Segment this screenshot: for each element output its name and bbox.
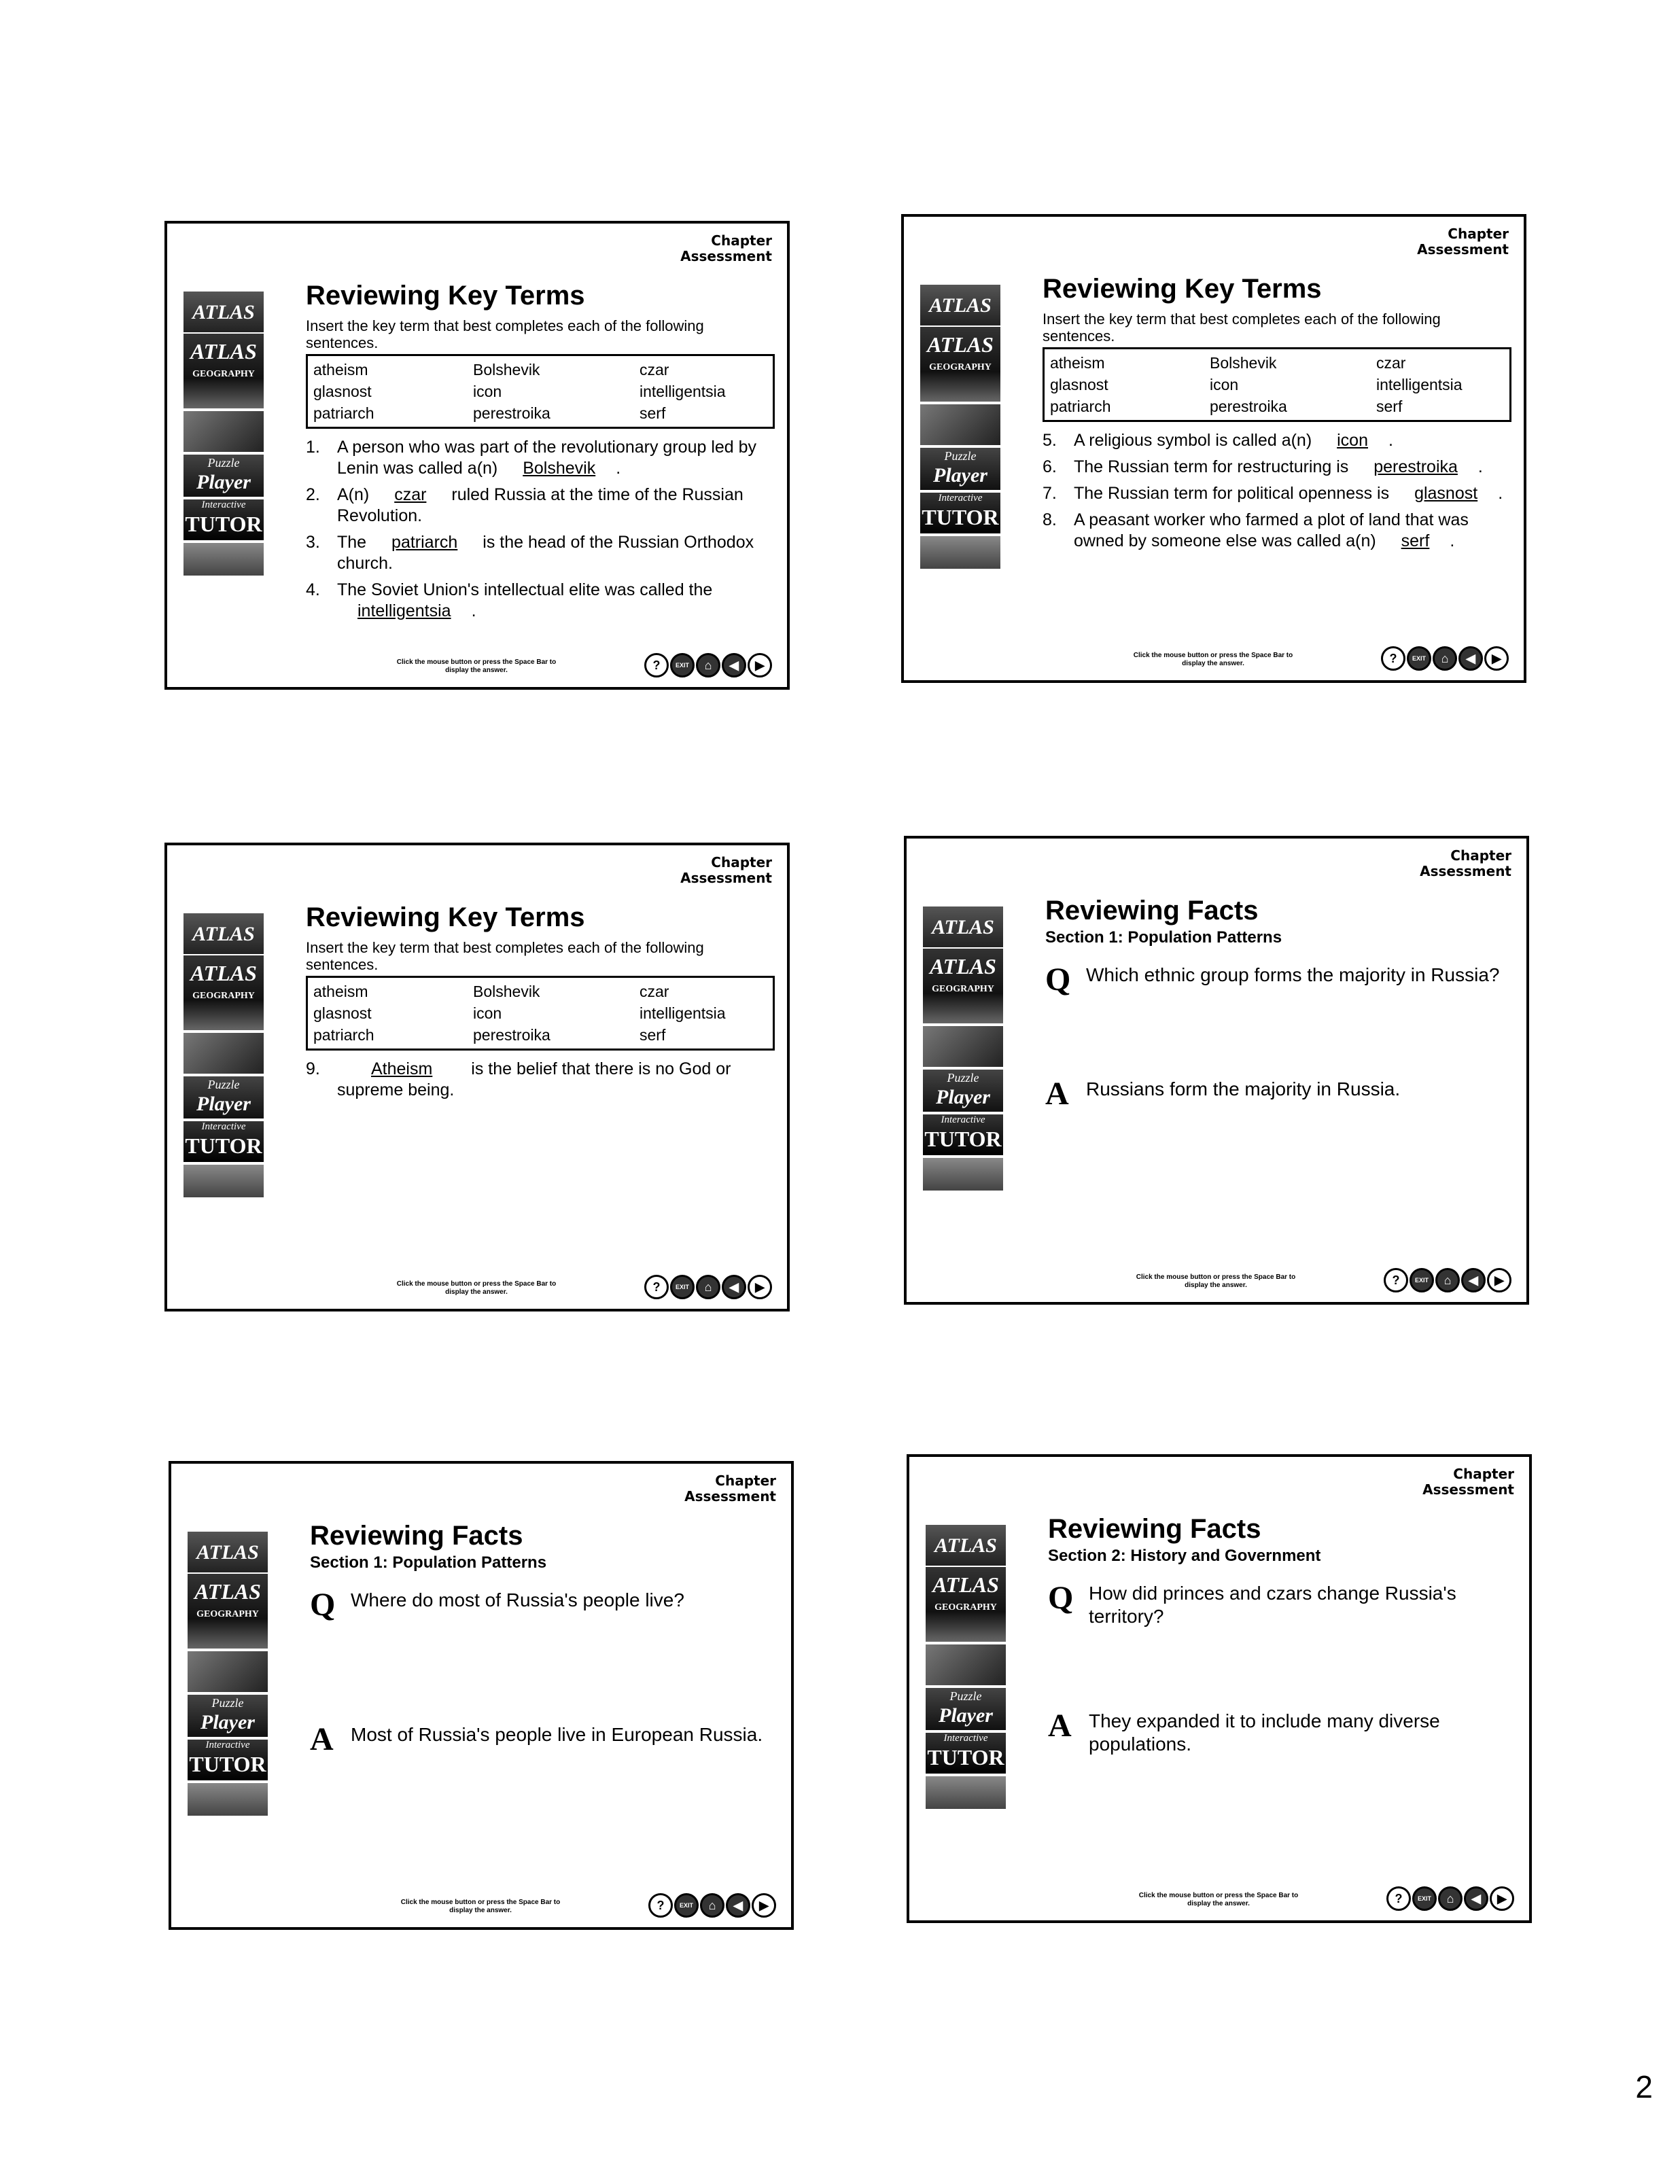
section-subtitle: Section 1: Population Patterns — [1045, 928, 1282, 947]
exit-icon[interactable]: EXIT — [670, 1275, 695, 1299]
chapter-assessment-label: Chapter Assessment — [680, 232, 772, 264]
question-item: 1. A person who was part of the revolutionary group led by Lenin was called a(n) Bolshevik . — [306, 438, 757, 478]
section-subtitle: Section 1: Population Patterns — [310, 1553, 547, 1572]
question-text: How did princes and czars change Russia's territory? — [1089, 1583, 1456, 1627]
globe-button[interactable] — [926, 1644, 1006, 1685]
chapter-assessment-label: Chapter Assessment — [1422, 1466, 1514, 1498]
answer-block — [310, 1723, 779, 1756]
instructions: Insert the key term that best completes each of the following sentences. — [1043, 311, 1441, 345]
slide-title: Reviewing Facts — [1045, 896, 1259, 926]
question-item: 3. The patriarch is the head of the Russian Orthodox church. — [306, 533, 754, 573]
term: icon — [473, 383, 502, 400]
puzzle-player-button[interactable]: Puzzle Player — [923, 1070, 1003, 1112]
answer: Bolshevik — [523, 459, 596, 478]
answer-marker: A — [1045, 1076, 1069, 1112]
forward-icon[interactable]: ▶ — [748, 653, 772, 677]
question-item: 4. The Soviet Union's intellectual elite was called the intelligentsia . — [306, 580, 713, 620]
term: czar — [640, 983, 669, 1000]
interactive-tutor-button[interactable]: Interactive TUTOR — [920, 493, 1000, 533]
help-icon[interactable]: ? — [1381, 646, 1405, 671]
self-check-button[interactable] — [183, 543, 264, 576]
question-list — [306, 437, 775, 622]
slide-content — [1045, 896, 1514, 1110]
term: glasnost — [1050, 376, 1108, 393]
instructions: Insert the key term that best completes each of the following sentences. — [306, 317, 704, 351]
puzzle-player-button[interactable]: Puzzle Player — [188, 1695, 268, 1737]
atlas-reference-button[interactable]: ATLAS — [926, 1525, 1006, 1566]
atlas-geography-button[interactable]: ATLAS GEOGRAPHY — [923, 949, 1003, 1023]
question-marker: Q — [1045, 962, 1071, 998]
answer: icon — [1337, 431, 1368, 450]
atlas-geography-button[interactable]: ATLAS GEOGRAPHY — [183, 955, 264, 1030]
question-block — [1048, 1582, 1517, 1628]
help-icon[interactable]: ? — [644, 1275, 669, 1299]
term: czar — [1376, 354, 1406, 372]
question-list — [1043, 430, 1511, 552]
slide-title: Reviewing Key Terms — [306, 902, 585, 932]
resource-menu — [183, 292, 264, 576]
help-icon[interactable]: ? — [648, 1893, 673, 1918]
term: Bolshevik — [1210, 354, 1277, 372]
atlas-geography-button[interactable]: ATLAS GEOGRAPHY — [920, 327, 1000, 402]
nav-buttons — [644, 1275, 772, 1299]
slide-title: Reviewing Facts — [1048, 1514, 1261, 1544]
home-icon[interactable]: ⌂ — [696, 653, 720, 677]
interactive-tutor-button[interactable]: Interactive TUTOR — [923, 1114, 1003, 1155]
back-icon[interactable]: ◀ — [722, 1275, 746, 1299]
term-box — [306, 976, 775, 1051]
chapter-assessment-label: Chapter Assessment — [684, 1473, 776, 1504]
slide-title: Reviewing Facts — [310, 1521, 523, 1551]
slide-content — [306, 281, 775, 627]
globe-button[interactable] — [183, 411, 264, 452]
slide-title: Reviewing Key Terms — [306, 281, 585, 311]
section-subtitle: Section 2: History and Government — [1048, 1547, 1321, 1565]
resource-menu — [188, 1532, 268, 1816]
help-icon[interactable]: ? — [644, 653, 669, 677]
slide-6 — [907, 1454, 1532, 1923]
globe-button[interactable] — [183, 1033, 264, 1074]
question-item: 9. Atheism is the belief that there is no God or supreme being. — [306, 1059, 731, 1099]
slide-content — [1043, 274, 1511, 557]
question-text: Where do most of Russia's people live? — [351, 1589, 684, 1610]
question-item: 2. A(n) czar ruled Russia at the time of the Russian Revolution. — [306, 485, 743, 525]
forward-icon[interactable]: ▶ — [1487, 1268, 1511, 1292]
term: glasnost — [313, 383, 372, 400]
answer-text: Russians form the majority in Russia. — [1086, 1078, 1401, 1099]
resource-menu — [920, 285, 1000, 569]
back-icon[interactable]: ◀ — [726, 1893, 750, 1918]
footer-instruction: Click the mouse button or press the Space Bar to display the answer. — [1133, 652, 1293, 667]
slide-content — [306, 902, 775, 1106]
term: glasnost — [313, 1004, 372, 1022]
term: perestroika — [1210, 398, 1287, 415]
term: intelligentsia — [640, 1004, 726, 1022]
interactive-tutor-button[interactable]: Interactive TUTOR — [183, 1121, 264, 1162]
answer: glasnost — [1414, 484, 1478, 503]
term: serf — [640, 404, 666, 422]
term-box — [1043, 347, 1511, 422]
question-text: Which ethnic group forms the majority in Russia? — [1086, 964, 1500, 985]
term: czar — [640, 361, 669, 378]
globe-button[interactable] — [923, 1026, 1003, 1067]
term: perestroika — [473, 404, 550, 422]
home-icon[interactable]: ⌂ — [1433, 646, 1457, 671]
question-item: 7. The Russian term for political openness is glasnost . — [1043, 484, 1503, 503]
home-icon[interactable]: ⌂ — [1435, 1268, 1460, 1292]
interactive-tutor-button[interactable]: Interactive TUTOR — [926, 1733, 1006, 1774]
chapter-assessment-label: Chapter Assessment — [680, 854, 772, 886]
term: intelligentsia — [1376, 376, 1463, 393]
term: atheism — [313, 983, 368, 1000]
exit-icon[interactable]: EXIT — [1412, 1886, 1437, 1911]
forward-icon[interactable]: ▶ — [752, 1893, 776, 1918]
interactive-tutor-button[interactable]: Interactive TUTOR — [188, 1740, 268, 1780]
chapter-assessment-label: Chapter Assessment — [1420, 847, 1511, 879]
atlas-reference-button[interactable]: ATLAS — [183, 913, 264, 954]
footer-instruction: Click the mouse button or press the Space Bar to display the answer. — [1136, 1273, 1296, 1289]
term: serf — [1376, 398, 1403, 415]
self-check-button[interactable] — [188, 1783, 268, 1816]
back-icon[interactable]: ◀ — [1461, 1268, 1486, 1292]
slide-1 — [164, 221, 790, 690]
term: perestroika — [473, 1026, 550, 1044]
answer: perestroika — [1373, 457, 1458, 476]
exit-icon[interactable]: EXIT — [1407, 646, 1431, 671]
globe-button[interactable] — [188, 1651, 268, 1692]
exit-icon[interactable]: EXIT — [1410, 1268, 1434, 1292]
home-icon[interactable]: ⌂ — [696, 1275, 720, 1299]
back-icon[interactable]: ◀ — [1458, 646, 1483, 671]
home-icon[interactable]: ⌂ — [700, 1893, 724, 1918]
page-number: 2 — [1635, 2069, 1653, 2104]
self-check-button[interactable] — [920, 536, 1000, 569]
answer: patriarch — [391, 533, 458, 552]
nav-buttons — [644, 653, 772, 677]
term: atheism — [1050, 354, 1105, 372]
atlas-geography-button[interactable]: ATLAS GEOGRAPHY — [926, 1567, 1006, 1642]
question-item: 6. The Russian term for restructuring is perestroika . — [1043, 457, 1483, 476]
interactive-tutor-button[interactable]: Interactive TUTOR — [183, 499, 264, 540]
puzzle-player-button[interactable]: Puzzle Player — [183, 455, 264, 497]
puzzle-player-button[interactable]: Puzzle Player — [920, 448, 1000, 490]
puzzle-player-button[interactable]: Puzzle Player — [926, 1688, 1006, 1730]
nav-buttons — [1384, 1268, 1511, 1292]
footer-instruction: Click the mouse button or press the Space Bar to display the answer. — [396, 658, 557, 674]
resource-menu — [926, 1525, 1006, 1809]
slide-4 — [904, 836, 1529, 1305]
answer-marker: A — [310, 1721, 334, 1757]
exit-icon[interactable]: EXIT — [674, 1893, 699, 1918]
atlas-reference-button[interactable]: ATLAS — [920, 285, 1000, 325]
answer: serf — [1401, 531, 1430, 550]
self-check-button[interactable] — [183, 1165, 264, 1197]
home-icon[interactable]: ⌂ — [1438, 1886, 1463, 1911]
back-icon[interactable]: ◀ — [722, 653, 746, 677]
globe-button[interactable] — [920, 404, 1000, 445]
question-marker: Q — [1048, 1580, 1074, 1616]
atlas-geography-button[interactable]: ATLAS GEOGRAPHY — [183, 334, 264, 408]
back-icon[interactable]: ◀ — [1464, 1886, 1488, 1911]
forward-icon[interactable]: ▶ — [1490, 1886, 1514, 1911]
question-block — [1045, 964, 1514, 996]
term: icon — [1210, 376, 1239, 393]
answer-text: Most of Russia's people live in European Russia. — [351, 1724, 763, 1745]
slide-3 — [164, 843, 790, 1311]
atlas-reference-button[interactable]: ATLAS — [188, 1532, 268, 1572]
answer: czar — [394, 485, 427, 504]
term: serf — [640, 1026, 666, 1044]
atlas-reference-button[interactable]: ATLAS — [183, 292, 264, 332]
answer: intelligentsia — [357, 601, 451, 620]
nav-buttons — [648, 1893, 776, 1918]
question-item: 5. A religious symbol is called a(n) icon . — [1043, 431, 1393, 450]
slide-2 — [901, 214, 1526, 683]
answer-text: They expanded it to include many diverse populations. — [1089, 1710, 1440, 1755]
footer-instruction: Click the mouse button or press the Space Bar to display the answer. — [400, 1899, 561, 1914]
self-check-button[interactable] — [923, 1158, 1003, 1191]
term: patriarch — [1050, 398, 1111, 415]
exit-icon[interactable]: EXIT — [670, 653, 695, 677]
answer-block — [1048, 1710, 1517, 1756]
resource-menu — [183, 913, 264, 1197]
puzzle-player-button[interactable]: Puzzle Player — [183, 1076, 264, 1119]
nav-buttons — [1381, 646, 1509, 671]
forward-icon[interactable]: ▶ — [1484, 646, 1509, 671]
chapter-assessment-label: Chapter Assessment — [1417, 226, 1509, 258]
forward-icon[interactable]: ▶ — [748, 1275, 772, 1299]
term: Bolshevik — [473, 983, 540, 1000]
term: icon — [473, 1004, 502, 1022]
question-marker: Q — [310, 1587, 336, 1623]
term: atheism — [313, 361, 368, 378]
question-block — [310, 1589, 779, 1621]
nav-buttons — [1386, 1886, 1514, 1911]
term: Bolshevik — [473, 361, 540, 378]
help-icon[interactable]: ? — [1386, 1886, 1411, 1911]
instructions: Insert the key term that best completes each of the following sentences. — [306, 939, 704, 973]
slide-content — [1048, 1514, 1517, 1756]
footer-instruction: Click the mouse button or press the Space Bar to display the answer. — [1138, 1892, 1299, 1907]
slide-5 — [169, 1461, 794, 1930]
atlas-geography-button[interactable]: ATLAS GEOGRAPHY — [188, 1574, 268, 1649]
atlas-reference-button[interactable]: ATLAS — [923, 906, 1003, 947]
resource-menu — [923, 906, 1003, 1191]
slide-title: Reviewing Key Terms — [1043, 274, 1322, 304]
term: patriarch — [313, 1026, 374, 1044]
slide-content — [310, 1521, 779, 1756]
answer: Atheism — [371, 1059, 433, 1078]
term: intelligentsia — [640, 383, 726, 400]
question-list — [306, 1059, 775, 1101]
footer-instruction: Click the mouse button or press the Space Bar to display the answer. — [396, 1280, 557, 1296]
help-icon[interactable]: ? — [1384, 1268, 1408, 1292]
self-check-button[interactable] — [926, 1776, 1006, 1809]
term-box — [306, 354, 775, 429]
question-item: 8. A peasant worker who farmed a plot of land that was owned by someone else was called a(n) serf . — [1043, 510, 1469, 550]
answer-block — [1045, 1078, 1514, 1110]
answer-marker: A — [1048, 1708, 1072, 1744]
term: patriarch — [313, 404, 374, 422]
